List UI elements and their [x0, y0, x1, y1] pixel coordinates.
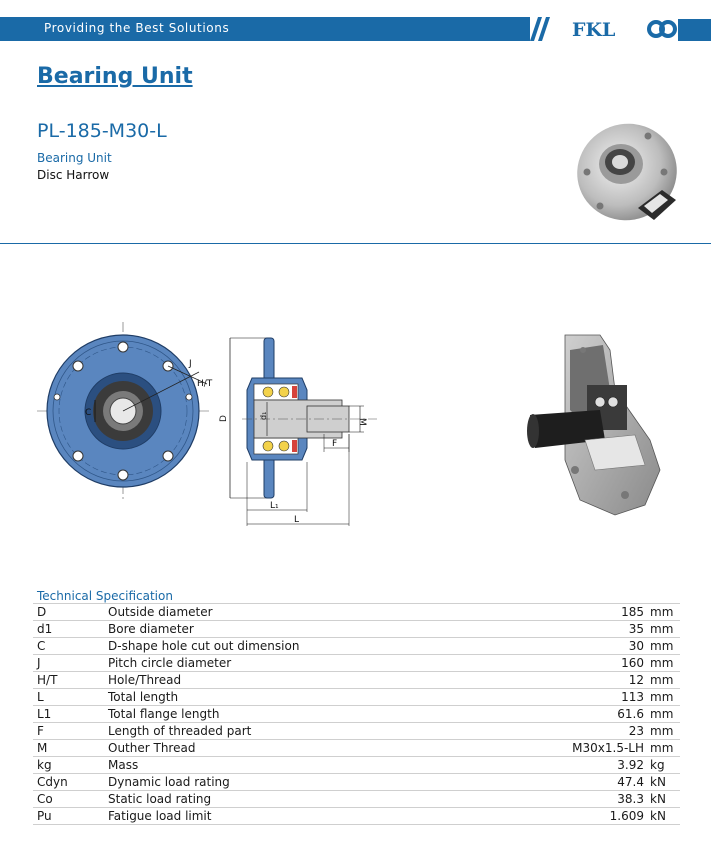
label-ht: H/T — [197, 379, 213, 389]
spec-description: Dynamic load rating — [104, 774, 520, 791]
spec-symbol: L1 — [33, 706, 104, 723]
spec-title: Technical Specification — [37, 589, 173, 603]
page-title: Bearing Unit — [37, 64, 193, 89]
spec-row — [33, 604, 680, 621]
spec-description: D-shape hole cut out dimension — [104, 638, 520, 655]
spec-value: 47.4 — [520, 774, 646, 791]
spec-row — [33, 791, 680, 808]
spec-value: 12 — [520, 672, 646, 689]
spec-symbol: Cdyn — [33, 774, 104, 791]
product-application: Disc Harrow — [37, 168, 110, 182]
label-f: F — [332, 439, 338, 449]
spec-unit: mm — [646, 672, 680, 689]
spec-value: 3.92 — [520, 757, 646, 774]
spec-symbol: Co — [33, 791, 104, 808]
spec-description: Static load rating — [104, 791, 520, 808]
spec-value: 38.3 — [520, 791, 646, 808]
spec-symbol: d1 — [33, 621, 104, 638]
spec-row — [33, 757, 680, 774]
spec-unit: kN — [646, 791, 680, 808]
label-l1: L₁ — [270, 501, 279, 511]
spec-row — [33, 774, 680, 791]
header-divider — [0, 243, 711, 244]
spec-unit: mm — [646, 621, 680, 638]
spec-description: Length of threaded part — [104, 723, 520, 740]
top-banner — [0, 17, 711, 41]
spec-unit: kN — [646, 808, 680, 825]
spec-symbol: F — [33, 723, 104, 740]
spec-description: Outside diameter — [104, 604, 520, 621]
spec-description: Pitch circle diameter — [104, 655, 520, 672]
spec-value: M30x1.5-LH — [520, 740, 646, 757]
brand-logo-text: FKL — [572, 19, 616, 41]
spec-row — [33, 723, 680, 740]
spec-row — [33, 689, 680, 706]
spec-unit: mm — [646, 604, 680, 621]
spec-description: Bore diameter — [104, 621, 520, 638]
spec-symbol: M — [33, 740, 104, 757]
spec-row — [33, 808, 680, 825]
section-view-drawing — [212, 330, 382, 530]
spec-description: Mass — [104, 757, 520, 774]
spec-unit: kg — [646, 757, 680, 774]
spec-row — [33, 638, 680, 655]
label-m: M — [357, 418, 367, 426]
spec-unit: mm — [646, 723, 680, 740]
spec-value: 30 — [520, 638, 646, 655]
spec-value: 113 — [520, 689, 646, 706]
label-j: J — [189, 359, 192, 369]
spec-value: 185 — [520, 604, 646, 621]
spec-description: Hole/Thread — [104, 672, 520, 689]
spec-description: Total flange length — [104, 706, 520, 723]
label-d: D — [219, 415, 229, 422]
spec-value: 61.6 — [520, 706, 646, 723]
spec-value: 1.609 — [520, 808, 646, 825]
brand-logo — [530, 17, 711, 41]
product-photo — [572, 120, 682, 232]
spec-unit: mm — [646, 689, 680, 706]
spec-row — [33, 706, 680, 723]
spec-unit: mm — [646, 740, 680, 757]
product-code: PL-185-M30-L — [37, 120, 167, 142]
spec-unit: mm — [646, 655, 680, 672]
spec-unit: mm — [646, 706, 680, 723]
spec-unit: mm — [646, 638, 680, 655]
spec-symbol: kg — [33, 757, 104, 774]
spec-description: Total length — [104, 689, 520, 706]
spec-unit: kN — [646, 774, 680, 791]
cutaway-render — [525, 330, 665, 520]
spec-description: Outher Thread — [104, 740, 520, 757]
label-d1: d₁ — [259, 411, 268, 420]
spec-symbol: J — [33, 655, 104, 672]
spec-value: 35 — [520, 621, 646, 638]
front-view-drawing — [37, 322, 213, 500]
product-type: Bearing Unit — [37, 151, 112, 165]
label-c: C — [85, 408, 92, 418]
spec-row — [33, 672, 680, 689]
spec-symbol: Pu — [33, 808, 104, 825]
spec-row — [33, 621, 680, 638]
label-l: L — [294, 515, 300, 525]
spec-table — [33, 603, 680, 825]
spec-symbol: D — [33, 604, 104, 621]
brand-logo-mark — [649, 22, 675, 36]
spec-description: Fatigue load limit — [104, 808, 520, 825]
slogan-band — [0, 17, 530, 41]
spec-symbol: H/T — [33, 672, 104, 689]
spec-row — [33, 740, 680, 757]
slogan-text: Providing the Best Solutions — [44, 21, 230, 35]
spec-symbol: L — [33, 689, 104, 706]
spec-value: 160 — [520, 655, 646, 672]
spec-row — [33, 655, 680, 672]
spec-value: 23 — [520, 723, 646, 740]
spec-symbol: C — [33, 638, 104, 655]
